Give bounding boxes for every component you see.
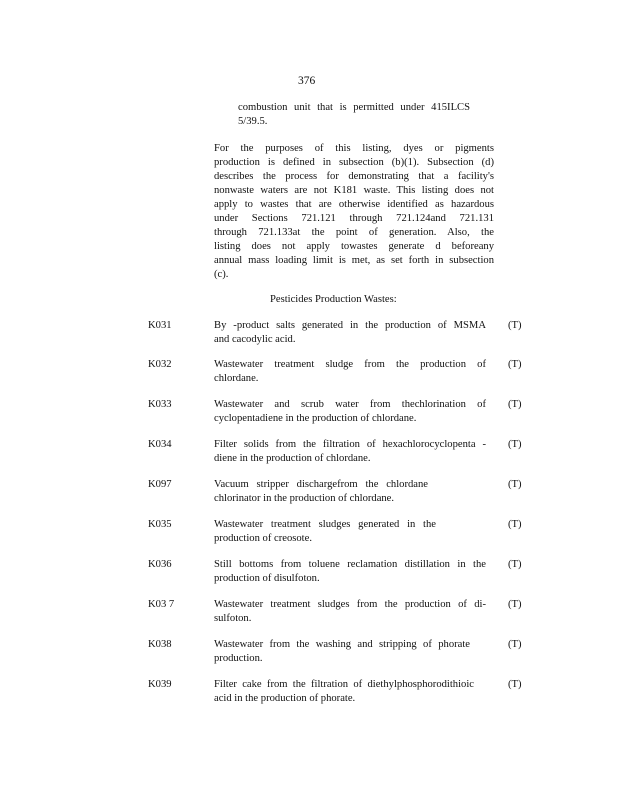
waste-code: K033: [148, 399, 172, 410]
description-line: Vacuum stripper dischargefrom the chlordane: [214, 479, 428, 490]
waste-code: K036: [148, 559, 172, 570]
description-line: diene in the production of chlordane.: [214, 453, 371, 464]
hazard-code: (T): [508, 599, 522, 610]
intro-line: combustion unit that is permitted under 415ILCS: [238, 102, 470, 113]
hazard-code: (T): [508, 479, 522, 490]
waste-code: K035: [148, 519, 172, 530]
waste-description: [214, 438, 486, 466]
purposes-line: listing does not apply towastes generate d beforeany: [214, 241, 494, 252]
page-number: 376: [298, 75, 316, 87]
waste-code: K034: [148, 439, 172, 450]
purposes-line: production is defined in subsection (b)(1). Subsection (d): [214, 157, 494, 168]
waste-description: [214, 558, 486, 586]
purposes-line: describes the process for demonstrating that a facility's: [214, 171, 494, 182]
intro-line: 5/39.5.: [238, 116, 268, 127]
description-line: Wastewater treatment sludge from the production of: [214, 359, 486, 370]
description-line: production of disulfoton.: [214, 573, 320, 584]
description-line: acid in the production of phorate.: [214, 693, 356, 704]
description-line: and cacodylic acid.: [214, 334, 296, 345]
description-line: sulfoton.: [214, 613, 252, 624]
description-line: chlorinator in the production of chlordane.: [214, 493, 395, 504]
purposes-paragraph: [214, 142, 494, 282]
hazard-code: (T): [508, 519, 522, 530]
hazard-code: (T): [508, 439, 522, 450]
waste-description: [214, 678, 486, 706]
description-line: Still bottoms from toluene reclamation distillation in the: [214, 559, 486, 570]
waste-code: K097: [148, 479, 172, 490]
waste-description: [214, 478, 486, 506]
section-heading: Pesticides Production Wastes:: [270, 294, 397, 305]
waste-description: [214, 598, 486, 626]
waste-code: K038: [148, 639, 172, 650]
description-line: Filter solids from the filtration of hexachlorocyclopenta -: [214, 439, 486, 450]
hazard-code: (T): [508, 399, 522, 410]
waste-description: [214, 319, 486, 347]
purposes-line: apply to wastes that are otherwise identified as hazardous: [214, 199, 494, 210]
purposes-line: annual mass loading limit is met, as set forth in subsection: [214, 255, 494, 266]
waste-code: K031: [148, 320, 172, 331]
purposes-line: nonwaste waters are not K181 waste. This listing does not: [214, 185, 494, 196]
description-line: Wastewater from the washing and stripping of phorate: [214, 639, 470, 650]
description-line: Wastewater and scrub water from thechlorination of: [214, 399, 486, 410]
purposes-line: For the purposes of this listing, dyes or pigments: [214, 143, 494, 154]
description-line: Wastewater treatment sludges from the production of di-: [214, 599, 486, 610]
waste-code: K032: [148, 359, 172, 370]
waste-code: K039: [148, 679, 172, 690]
waste-description: [214, 398, 486, 426]
hazard-code: (T): [508, 559, 522, 570]
purposes-line: under Sections 721.121 through 721.124and 721.131: [214, 213, 494, 224]
description-line: production.: [214, 653, 263, 664]
description-line: production of creosote.: [214, 533, 312, 544]
description-line: Wastewater treatment sludges generated in the: [214, 519, 436, 530]
hazard-code: (T): [508, 320, 522, 331]
hazard-code: (T): [508, 679, 522, 690]
intro-paragraph: [238, 101, 470, 129]
waste-description: [214, 358, 486, 386]
description-line: cyclopentadiene in the production of chlordane.: [214, 413, 417, 424]
purposes-line: (c).: [214, 269, 229, 280]
waste-description: [214, 638, 486, 666]
description-line: Filter cake from the filtration of diethylphosphorodithioic: [214, 679, 474, 690]
hazard-code: (T): [508, 639, 522, 650]
purposes-line: through 721.133at the point of generation. Also, the: [214, 227, 494, 238]
description-line: chlordane.: [214, 373, 259, 384]
waste-description: [214, 518, 486, 546]
hazard-code: (T): [508, 359, 522, 370]
waste-code: K03 7: [148, 599, 175, 610]
description-line: By -product salts generated in the production of MSMA: [214, 320, 486, 331]
